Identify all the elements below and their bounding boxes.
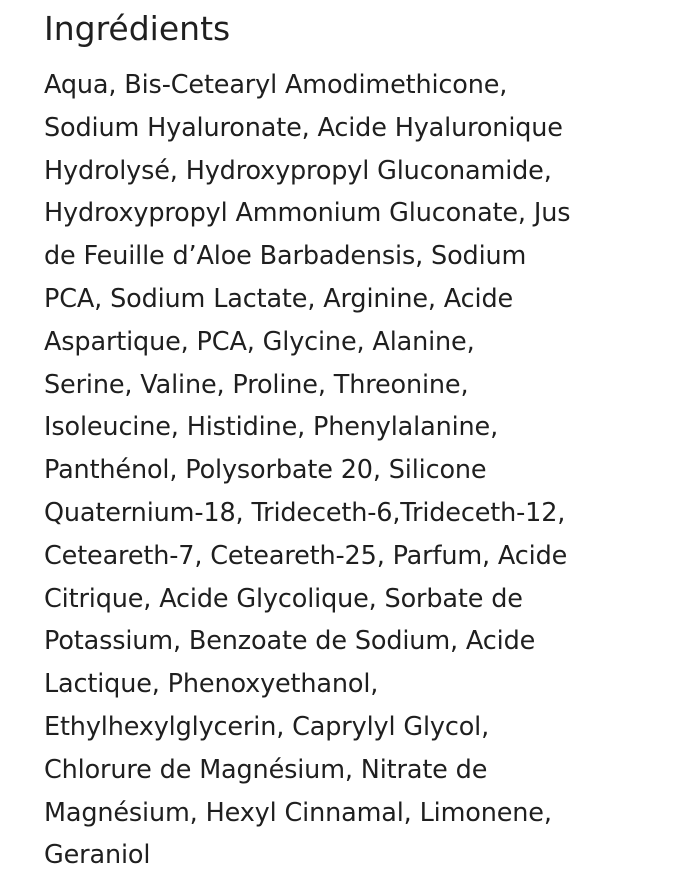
ingredients-line: Chlorure de Magnésium, Nitrate de — [44, 754, 488, 785]
section-heading: Ingrédients — [44, 9, 231, 48]
ingredients-line: Quaternium-18, Trideceth-6,Trideceth-12, — [44, 497, 566, 528]
ingredients-line: de Feuille d’Aloe Barbadensis, Sodium — [44, 241, 527, 272]
ingredients-line: Hydrolysé, Hydroxypropyl Gluconamide, — [44, 155, 552, 186]
ingredients-line: Ceteareth-7, Ceteareth-25, Parfum, Acide — [44, 540, 568, 571]
ingredients-line: Aqua, Bis-Cetearyl Amodimethicone, — [44, 70, 508, 100]
ingredients-line: Hydroxypropyl Ammonium Gluconate, Jus — [44, 198, 571, 229]
ingredients-line: Ethylhexylglycerin, Caprylyl Glycol, — [44, 711, 490, 742]
ingredients-list — [44, 64, 684, 877]
ingredients-line: PCA, Sodium Lactate, Arginine, Acide — [44, 283, 514, 314]
ingredients-line: Panthénol, Polysorbate 20, Silicone — [44, 455, 487, 486]
ingredients-section — [44, 4, 684, 877]
ingredients-line: Aspartique, PCA, Glycine, Alanine, — [44, 326, 475, 357]
ingredients-line: Isoleucine, Histidine, Phenylalanine, — [44, 412, 499, 443]
ingredients-line: Sodium Hyaluronate, Acide Hyaluronique — [44, 112, 563, 143]
ingredients-line: Magnésium, Hexyl Cinnamal, Limonene, — [44, 797, 552, 828]
ingredients-line: Serine, Valine, Proline, Threonine, — [44, 369, 469, 400]
ingredients-line: Lactique, Phenoxyethanol, — [44, 669, 379, 700]
ingredients-line: Geraniol — [44, 840, 151, 871]
ingredients-line: Citrique, Acide Glycolique, Sorbate de — [44, 583, 523, 614]
ingredients-line: Potassium, Benzoate de Sodium, Acide — [44, 626, 536, 657]
